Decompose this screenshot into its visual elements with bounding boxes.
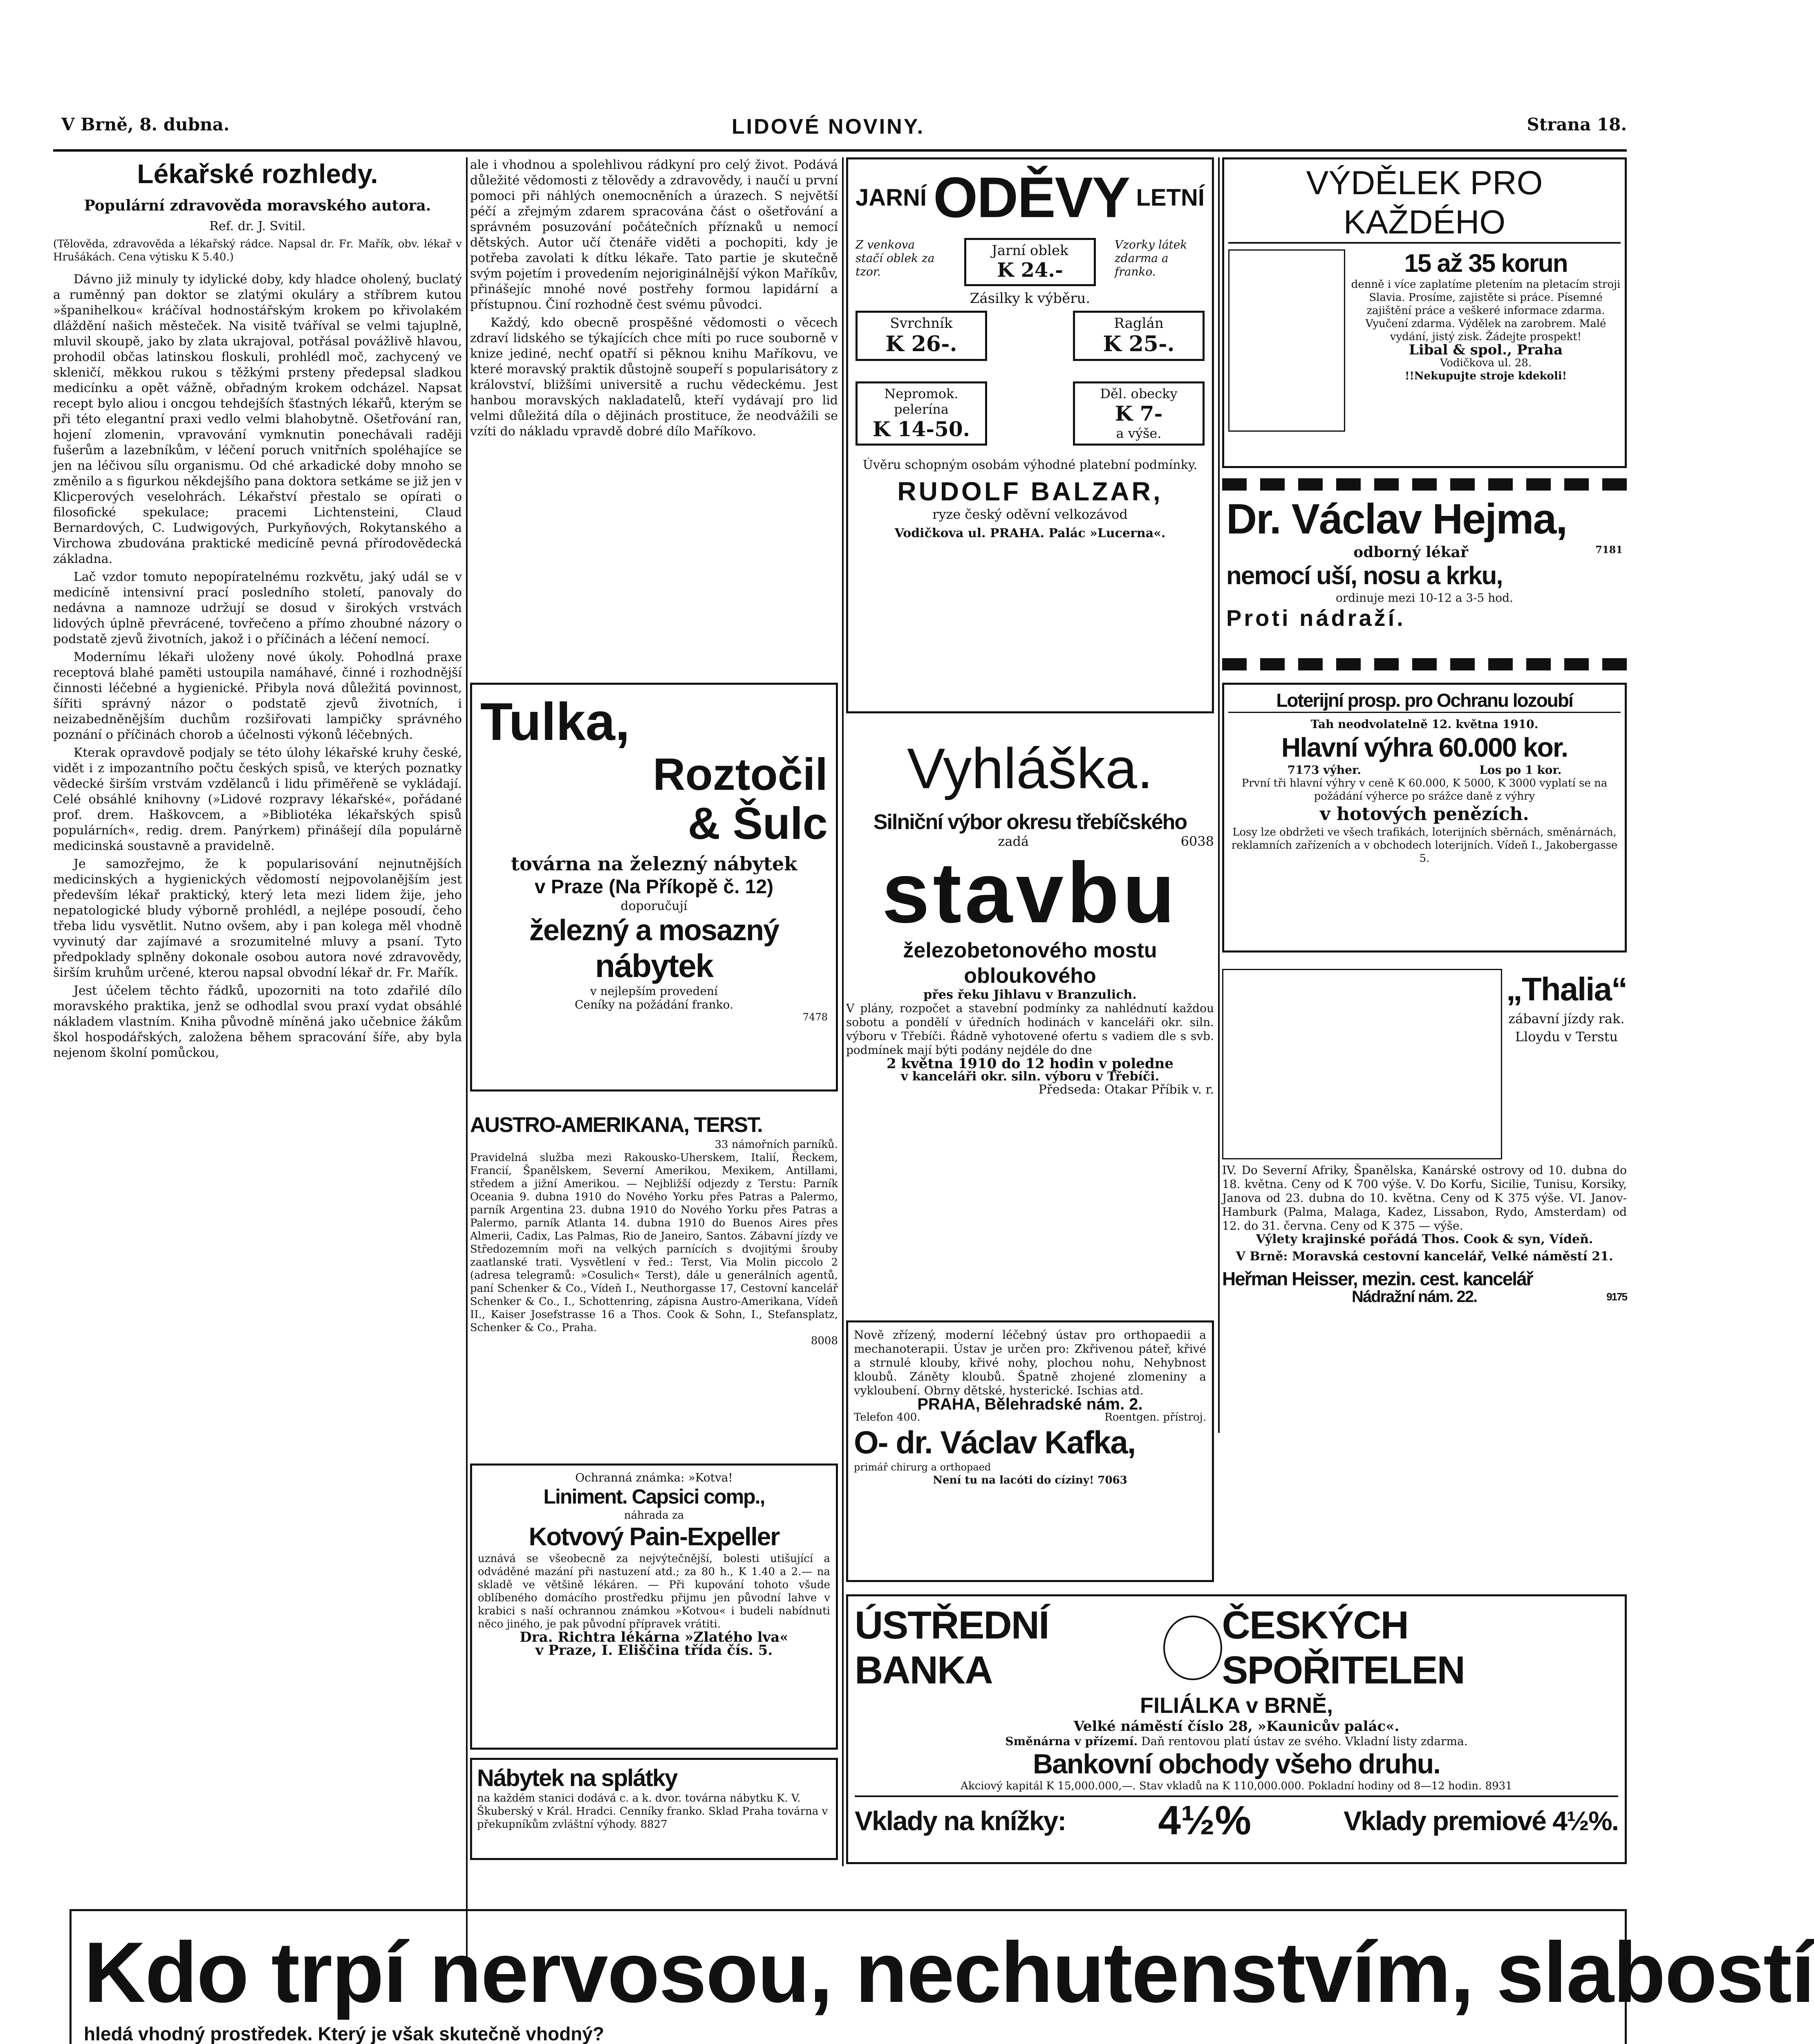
ad-pain-replace: náhrada za bbox=[624, 1509, 684, 1522]
article-column-2 bbox=[470, 157, 838, 652]
illustration-knitting-machine bbox=[1228, 249, 1345, 432]
ad-balzar-clothes: ODĚVY bbox=[933, 165, 1130, 229]
article-column-1 bbox=[53, 157, 462, 1993]
ad-bank-services: Bankovní obchody všeho druhu. bbox=[1032, 1748, 1440, 1780]
ad-bank-address: Velké náměstí číslo 28, »Kaunicův palác«. bbox=[1073, 1718, 1400, 1735]
ad-lottery-price: Los po 1 kor. bbox=[1479, 763, 1562, 777]
ad-vydelek-firm: Libal & spol., Praha bbox=[1409, 342, 1563, 358]
ad-vyhlaska-office: v kanceláři okr. siln. výboru v Třebíči. bbox=[900, 1069, 1160, 1084]
ad-balzar-desc: ryze český oděvní velkozávod bbox=[932, 507, 1128, 522]
ad-hejma-specialty: nemocí uší, nosu a krku, bbox=[1226, 562, 1503, 590]
eagle-emblem-icon bbox=[1163, 1616, 1222, 1680]
ad-austro-text: Pravidelná služba mezi Rakousko-Uherskem, Italií, Řeckem, Francií, Španělskem, Severní Amerikou, Mexikem, Antillami, středem a jižní Amerikou. — Nejbližší odjezdy z Terstu: Parník Oceania 9. dubna 1910 do Nového Yorku přes Patras a Palermo, parník Argentina 23. dubna 1910 do Nového Yorku přes Patras a Palermo, parník Atlanta 14. dubna 1910 do Buenos Aires přes Almerii, Cadix, Las Palmas, Rio de Janeiro, Santos. Zábavní jízdy ve Středozemním moři na velkých parnících s dvojitými šrouby zaatlanské trati. Vysvětlení v řed.: Terst, Via Molin piccolo 2 (adresa telegramů: »Cosulich« Terst), dále u generálních agentů, paní Schenker & Co., Vídeň I., Neuthorgasse 17, Cestovní kancelář Schenker & Co., I., Schottenring, zápisna Austro-Amerikana, Vídeň II., Kaiser Josefstrasse 16 a Thos. Cook & Sohn, I., Stefansplatz, Schenker & Co., Praha. bbox=[470, 1152, 838, 1334]
ad-lottery-title: Loterijní prosp. pro Ochranu lozoubí bbox=[1228, 689, 1621, 713]
ad-vyhlaska-text: V plány, rozpočet a stavební podmínky za nahlédnutí každou sobotu a pondělí v úředních hodinách v kanceláři okr. siln. výboru v Třebíči. Řádně vyhotovené ofertu s vadiem dle s svb. podmínek mají býti podány nejdéle do dne bbox=[846, 1002, 1214, 1057]
ad-thalia-brno: V Brně: Moravská cestovní kancelář, Velké náměstí 21. bbox=[1236, 1249, 1613, 1264]
ad-balzar-ship: Zásilky bbox=[970, 290, 1020, 307]
ad-lottery-sale: Losy lze obdržeti ve všech trafikách, loterijních sběrnách, směnárnách, reklamních zařízeních a v obchodech loterijních. Vídeň I., Jakobergasse 5. bbox=[1231, 826, 1618, 865]
ad-vydelek-title: VÝDĚLEK PRO KAŽDÉHO bbox=[1228, 164, 1621, 244]
ad-bank-branch: FILIÁLKA v BRNĚ, bbox=[1140, 1693, 1333, 1718]
ad-kafka-text: Nově zřízený, moderní léčebný ústav pro orthopaedii a mechanoterapii. Ústav je určen pro: Zkřivenou páteř, křivé a strnulé klouby, křivé nohy, plochou nohu, Nehybnost kloubů. Záněty kloubů. Špatně zhojené zlomeniny a vykloubení. Obrny dětské, hysterické. Ischias atd. bbox=[854, 1328, 1206, 1397]
ad-tulka-name2: Roztočil bbox=[653, 749, 828, 800]
ad-kafka-xray: Roentgen. přístroj. bbox=[1104, 1411, 1206, 1423]
ad-tulka-product: továrna na železný nábytek bbox=[511, 853, 797, 875]
column-divider bbox=[842, 157, 844, 1866]
ad-vyhlaska-title: Vyhláška. bbox=[907, 736, 1153, 800]
ad-somatose-question: hledá vhodný prostředek. Který je však skutečně vhodný? bbox=[84, 2023, 605, 2044]
ad-pain-product: Kotvový Pain-Expeller bbox=[529, 1523, 779, 1551]
ad-pain-trademark: Ochranná známka: »Kotva! bbox=[575, 1471, 733, 1484]
ad-tulka-address: v Praze (Na Příkopě č. 12) bbox=[534, 876, 774, 898]
ad-tulka bbox=[470, 683, 838, 1091]
ad-vyhlaska-authority: Silniční výbor okresu třebíčského bbox=[873, 810, 1187, 834]
ad-thalia-cook: Výlety krajinské pořádá Thos. Cook & syn, Vídeň. bbox=[1256, 1232, 1593, 1246]
ad-vyhlaska-deadline: 2 května 1910 do 12 hodin v poledne bbox=[887, 1056, 1174, 1072]
ad-lottery-date: Tah neodvolatelně 12. května 1910. bbox=[1310, 717, 1539, 731]
ad-austro-title: AUSTRO-AMERIKANA, TERST. bbox=[470, 1113, 762, 1137]
article-subtitle: Populární zdravověda moravského autora. bbox=[84, 197, 431, 214]
ad-hejma-name: Dr. Václav Hejma, bbox=[1226, 495, 1567, 543]
paragraph: ale i vhodnou a spolehlivou rádkyní pro celý život. Podává důležité vědomosti z tělovědy a zdravovědy, i naučí u první pomoci při náhlých onemocněních a úrazech. S největší péčí a zřejmým zdarem spracována část o ošetřování a správném posuzování počátečních příznaků u nemocí dětských. Autor učí čtenáře viděti a pochopiti, kdy je potřeba zavolati k dítku lékaře. Tato partie je skutečně svým pojetím i provedením nejoriginálnější výkon Maříkův, přinášejíc mnohé nové postřehy formou lapidární a přístupnou. Činí rozhodně čest svému původci. bbox=[470, 158, 838, 312]
ad-balzar-note-d: Vzorky látek zdarma a franko. bbox=[1115, 238, 1187, 278]
ad-kafka-o: O- bbox=[854, 1424, 888, 1460]
ad-code: 7478 bbox=[802, 1011, 828, 1023]
ad-vyhlaska-place: přes řeku Jihlavu v Branzulich. bbox=[923, 988, 1137, 1002]
ad-code: 7181 bbox=[1595, 544, 1623, 556]
paragraph: Jest účelem těchto řádků, upozorniti na toto zdařilé dílo moravského praktika, jenž se odhodlal svou praxí vydat obsáhlé nákladem vlastním. Kniha původně míněná jako učebnice žákům škol hospodářských, založena během spracování šíře, aby byla nejenom školní pomůckou, bbox=[53, 984, 462, 1060]
ad-hejma-spec: odborný lékař bbox=[1353, 544, 1468, 561]
ad-tulka-quality: v nejlepším provedení bbox=[590, 984, 718, 998]
ad-skubersky-text: na každém stanici dodává c. a k. dvor. továrna nábytku K. V. Škuberský v Král. Hradci. Cenníky franko. Sklad Praha továrna v překupníkům zvláštní výhody. bbox=[477, 1792, 828, 1831]
ad-vydelek-street: Vodičkova ul. 28. bbox=[1440, 357, 1532, 369]
ad-austro-americana bbox=[470, 1112, 838, 1447]
ad-bank-deposits: Vklady na knížky: bbox=[855, 1805, 1066, 1836]
ad-bank-exchange: Směnárna v přízemí. bbox=[1005, 1735, 1138, 1748]
ad-vyhlaska-zada: zadá bbox=[998, 834, 1029, 849]
ad-thalia-sub: zábavní jízdy rak. Lloydu v Terstu bbox=[1508, 1011, 1625, 1044]
ad-tulka-name3: & Šulc bbox=[688, 798, 828, 849]
article-ref: Ref. dr. J. Svitil. bbox=[209, 219, 306, 233]
ad-lottery-text: První tři hlavní výhry v ceně K 60.000, K 5000, K 3000 vyplatí se na požádání výherce po srážce daně z výhry bbox=[1241, 777, 1608, 802]
ad-code: 9175 bbox=[1606, 1291, 1627, 1303]
article-title: Lékařské rozhledy. bbox=[137, 159, 378, 189]
ad-balzar bbox=[846, 157, 1214, 713]
paragraph: Lač vzdor tomuto nepopíratelnému rozkvětu, jaký udál se v medicíně intensivní prací posledního století, panovaly do nedávna a namnoze udržují se dosud v širokých vrstvách lidových úplně převrácené, tovřečeno a přímo zhoubné názory o podstatě zjevů životních, jakož i o příčinách a léčení nemocí. bbox=[53, 570, 462, 646]
ad-vydelek-note: !!Nekupujte stroje kdekoli! bbox=[1404, 370, 1567, 382]
ad-code: 8827 bbox=[640, 1818, 667, 1831]
ad-lottery-count: 7173 výher. bbox=[1287, 763, 1361, 777]
ad-vydelek bbox=[1222, 157, 1627, 468]
ad-somatose bbox=[69, 1909, 1814, 2044]
ad-bank-capital: Akciový kapitál K 15,000.000,—. Stav vkladů na K 110,000.000. Pokladní hodiny od 8—12 hodin. bbox=[961, 1780, 1482, 1792]
ad-bank-rate: 4½% bbox=[1158, 1797, 1252, 1843]
ad-lottery-main-prize: Hlavní výhra 60.000 kor. bbox=[1281, 732, 1568, 762]
ad-pain-text: uznává se všeobecně za nejvýtečnější, bolesti utišující a odváděné mazání při nastuzení atd.; za 80 h., K 1.40 a 2.— na skladě ve většině lékáren. — Při kupování tohoto všude oblíbeného domácího prostředku přijmu jen původní lahve v krabici s naší ochrannou známkou »Kotvou« i budeli nabídnuti něco jiného, je pak původní přípravek vrátiti. bbox=[478, 1553, 830, 1630]
ad-kafka-extra: primář chirurg a orthopaed bbox=[854, 1461, 991, 1473]
ad-hejma bbox=[1222, 478, 1627, 670]
ad-lottery-cash: v hotových penězích. bbox=[1320, 804, 1529, 825]
ad-skubersky bbox=[470, 1758, 838, 1860]
ad-lottery bbox=[1222, 683, 1627, 953]
ad-kafka-phone: Telefon 400. bbox=[854, 1411, 920, 1423]
ad-balzar-raglan: Raglán K 25-. bbox=[1073, 311, 1205, 361]
ad-balzar-cape: Nepromok. pelerína K 14-50. bbox=[855, 381, 987, 446]
ad-hejma-hours: ordinuje mezi 10-12 a 3-5 hod. bbox=[1336, 591, 1513, 605]
ad-balzar-suit: Jarní oblek K 24.- bbox=[964, 238, 1096, 286]
ad-kafka-lower: Není tu na lacóti do cíziny! bbox=[933, 1474, 1094, 1486]
ad-balzar-credit: Úvěru schopným osobám výhodné platební podmínky. bbox=[862, 458, 1198, 472]
ad-thalia-cruises: IV. Do Severní Afriky, Španělska, Kanárské ostrovy od 10. dubna do 18. května. Ceny od K 700 výše. V. Do Korfu, Sicilie, Tunisu, Korsiky, Janova od 23. dubna do 10. května. Ceny od K 375 výše. VI. Janov-Hamburk (Palma, Malaga, Kadez, Lissabon, Rydo, Amsterdam) od 12. do 31. června. Ceny od K 375 — výše. bbox=[1222, 1163, 1627, 1233]
ad-hejma-location: Proti nádraží. bbox=[1226, 605, 1406, 631]
ad-code: 7063 bbox=[1097, 1474, 1127, 1486]
paragraph: Modernímu lékaři uloženy nové úkoly. Pohodlná praxe receptová blahé paměti ustoupila namáhavé, činné i rozhodnější činnosti léčebné a hygienické. Přibyla nová důležitá povinnost, šířiti správný názor o podstatě zjevů životních, i neizabedněnějším duchům rozšiřovati lampičky správného poznání o příčinách chorob a účelnosti výkonů léčebných. bbox=[53, 650, 462, 742]
ad-tulka-material: železný a mosazný bbox=[529, 914, 779, 947]
page-number: Strana 18. bbox=[1527, 114, 1627, 134]
ad-balzar-address: Vodičkova ul. PRAHA. Palác »Lucerna«. bbox=[894, 526, 1166, 540]
ad-vyhlaska-sign: Předseda: Otakar Příbik v. r. bbox=[1038, 1083, 1214, 1097]
ad-balzar-choice: k výběru. bbox=[1024, 290, 1091, 307]
ad-skubersky-title: Nábytek na splátky bbox=[477, 1765, 677, 1791]
ad-vyhlaska-arch: obloukového bbox=[964, 964, 1096, 988]
ad-bank bbox=[846, 1594, 1627, 1864]
paragraph: Kterak opravdově podjaly se této úlohy lékařské kruhy české, vidět i z impozantního počtu českých spisů, ve kterých poznatky vědecké širším vrstvám vzdělanců i lidu přiměřeně se vykládají. Celé obsáhlé knihovny (»Lidové rozpravy lékařské«, pořádané prof. drem. Haškovcem, a »Bibliotéka lékařských spisů populárních«, redig. drem. Panýrkem) přinášejí díla populárně medicinská soustavně a pravidelně. bbox=[53, 746, 462, 853]
ad-tulka-catalog: Ceníky na požádání franko. bbox=[575, 998, 733, 1011]
ad-thalia-heisser: Heřman Heisser, mezin. cest. kancelář bbox=[1222, 1268, 1533, 1289]
ad-tulka-recommend: doporučují bbox=[620, 899, 688, 913]
ad-balzar-note-a: Z venkova stačí oblek za tzor. bbox=[855, 238, 935, 278]
ad-pain-expeller bbox=[470, 1464, 838, 1750]
ad-code: 8931 bbox=[1485, 1780, 1512, 1792]
ad-code: 6038 bbox=[1180, 834, 1214, 849]
paragraph: Každý, kdo obecně prospěšné vědomosti o věcech zdraví lidského se týkajících chce míti po ruce souborně v knize jediné, nechť opatří si pěknou knihu Maříkovu, ve které moravský praktik důstojně soupeří s popularisátory z království, bližšími universitě a ruchu vědeckému. Jest hanbou moravských nakladatelů, kteří vydávají pro lid velmi důležitá díla o dějinách prostituce, že neodvážili se vzíti do nákladu vpravdě dobré dílo Maříkovo. bbox=[470, 316, 838, 439]
ad-austro-fleet: 33 námořních parníků. bbox=[714, 1139, 838, 1151]
ad-vyhlaska-bridge: železobetonového mostu bbox=[903, 939, 1157, 962]
ad-bank-title1: ÚSTŘEDNÍ BANKA bbox=[855, 1603, 1049, 1692]
ad-balzar-coat: Svrchník K 26-. bbox=[855, 311, 987, 361]
ad-tulka-name: Tulka, bbox=[480, 692, 630, 751]
ad-balzar-summer: LETNÍ bbox=[1136, 184, 1205, 211]
column-divider bbox=[466, 157, 468, 1993]
ad-kafka bbox=[846, 1320, 1214, 1582]
ad-kafka-address: PRAHA, Bělehradské nám. 2. bbox=[917, 1395, 1143, 1413]
ad-bank-title2: ČESKÝCH SPOŘITELEN bbox=[1222, 1603, 1465, 1692]
ad-bank-premium: Vklady premiové 4½%. bbox=[1344, 1805, 1618, 1836]
ad-kafka-name: dr. Václav Kafka, bbox=[896, 1424, 1135, 1460]
paragraph: Je samozřejmo, že k popularisování nejnutnějších medicinských a hygienických vědomostí nejpovolanějším jest především lékař praktický, který leta mezi lidem žije, jeho nepatologické bludy výborně prohlédl, a nejlépe posoudí, čeho třeba lidu vysvětlit. Nutno ovšem, aby i pan kolega měl vhodně vyvinutý dar zajímavé a srozumitelné mluvy a psaní. Tyto předpoklady splněny dokonale osobou autora nové zdravovědy, širším kruhům určené, kterou napsal obvodní lékař dr. Fr. Mařík. bbox=[53, 857, 462, 980]
page-header bbox=[61, 114, 1627, 147]
header-rule bbox=[53, 149, 1627, 152]
ad-bank-exchange-note: Daň rentovou platí ústav ze svého. Vkladní listy zdarma. bbox=[1141, 1735, 1468, 1748]
ad-thalia-name: „Thalia“ bbox=[1506, 971, 1627, 1007]
ad-code: 8008 bbox=[811, 1335, 838, 1347]
ad-balzar-firm: RUDOLF BALZAR, bbox=[897, 477, 1163, 506]
ad-thalia-square: Nádražní nám. 22. bbox=[1352, 1288, 1477, 1306]
column-divider bbox=[1218, 157, 1220, 1433]
ad-thalia bbox=[1222, 969, 1627, 1427]
paragraph: Dávno již minuly ty idylické doby, kdy hladce oholený, buclatý a ruměnný pan doktor se zlatými okuláry a stříbrem kutou »španihelkou« kráčíval hodnostářským krokem po křivolakém dláždění našich městeček. Na visitě tváříval se velmi tajuplně, mluvil skoupě, jako by zlata ukrajoval, potřásal povážlivě hlavou, prohodil občas latinskou floskuli, prohlédl moč, zachycený ve skleničí, měkkou rukou s těžkými prsteny předepsal sladkou medicínku a opět vážně, obřadným krokem odcházel. Napsat recept bylo aliou i oncgou tehdejších šťastných lékařů, kterým se při této elegantní praxi vedlo velmi blahobytně. Ošetřování ran, hojení zlomenin, vpravování vymknutin ponechávali raději fušerům a lazebníkům, v léčení poruch vnitřních spoléhajíce se jen na léčivou sílu organismu. Od ché arkadické doby mnoho se změnilo a s figurkou někdejšího pana doktora setkáme se již jen v Klicperových veselohrách. Lékařství přestalo se opírati o filosofické spekulace; pracemi Lichtensteini, Claud Bernardových, C. Ludwigových, Purkyňových, Rokytanského a Virchowa zbudována praktické medicíně pevná přírodovědecká základna. bbox=[53, 272, 462, 566]
masthead: LIDOVÉ NOVINY. bbox=[732, 115, 925, 139]
header-date: V Brně, 8. dubna. bbox=[61, 114, 230, 134]
ad-pain-liniment: Liniment. Capsici comp., bbox=[543, 1485, 765, 1508]
ad-vydelek-text: denně i více zaplatíme pletením na pletacím stroji Slavia. Prosíme, zajistěte si práce. Písemné zajištění práce a veškeré informace zdarma. Vyučení zdarma. Výdělek na zarobrem. Malé vydání, jistý zisk. Žádejte prospekt! bbox=[1351, 278, 1621, 343]
ad-balzar-spring: JARNÍ bbox=[855, 184, 927, 211]
ad-vyhlaska bbox=[846, 736, 1214, 1308]
ad-pain-pharmacy: Dra. Richtra lékárna »Zlatého lva« bbox=[520, 1629, 788, 1645]
article-bib: (Tělověda, zdravověda a lékařský rádce. Napsal dr. Fr. Mařík, obv. lékař v Hrušákách. Cena výtisku K 5.40.) bbox=[53, 238, 462, 263]
ad-somatose-title: Kdo trpí nervosou, nechutenstvím, slabostí bbox=[84, 1924, 1814, 2020]
illustration-steamship bbox=[1222, 969, 1502, 1159]
ad-vyhlaska-stavbu: stavbu bbox=[882, 845, 1178, 941]
ad-vydelek-price: 15 až 35 korun bbox=[1404, 249, 1568, 278]
ad-pain-address: v Praze, I. Eliščina třída čís. 5. bbox=[535, 1642, 773, 1659]
ad-balzar-kids: Děl. obecky K 7- a výše. bbox=[1073, 381, 1205, 446]
ad-tulka-furniture: nábytek bbox=[595, 948, 713, 984]
